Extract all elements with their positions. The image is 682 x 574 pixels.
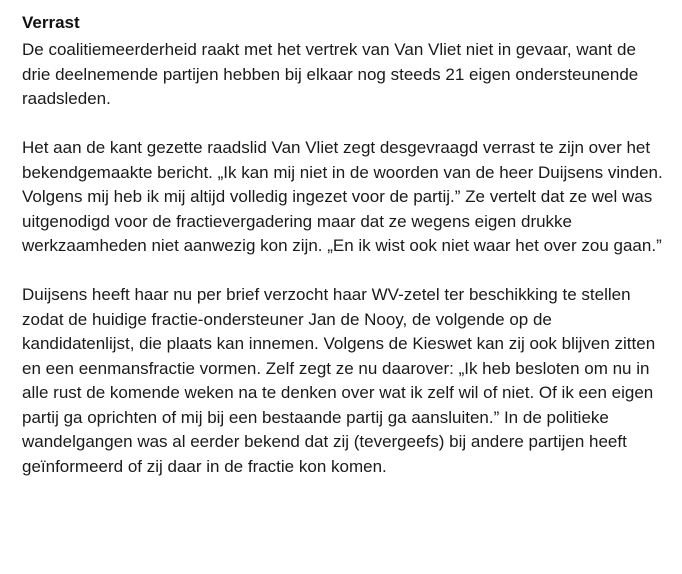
article-paragraph-1: De coalitiemeerderheid raakt met het vertrek van Van Vliet niet in gevaar, want de drie deelnemende partijen hebben bij elkaar nog steeds 21 eigen ondersteunende raadsleden. <box>22 40 639 108</box>
article-paragraph-2: Het aan de kant gezette raadslid Van Vliet zegt desgevraagd verrast te zijn over het bekendgemaakte bericht. „Ik kan mij niet in de woorden van de heer Duijsens vinden. Volgens mij heb ik mij altijd volledig ingezet voor de partij.” Ze vertelt dat ze wel was uitgenodigd voor de fractievergadering maar dat ze wegens eigen drukke werkzaamheden niet aanwezig kon zijn. „En ik wist ook niet waar het over zou gaan.” <box>22 138 663 255</box>
article-paragraph-3: Duijsens heeft haar nu per brief verzocht haar WV-zetel ter beschikking te stellen zodat de huidige fractie-ondersteuner Jan de Nooy, de volgende op de kandidatenlijst, die plaats kan innemen. Volgens de Kieswet kan zij ook blijven zitten en een eenmansfractie vormen. Zelf zegt ze nu daarover: „Ik heb besloten om nu in alle rust de komende weken na te denken over wat ik zelf wil of niet. Of ik een eigen partij ga oprichten of mij bij een bestaande partij ga aansluiten.” In de politieke wandelgangen was al eerder bekend dat zij (tevergeefs) bij andere partijen heeft geïnformeerd of zij daar in de fractie kon komen. <box>22 285 656 476</box>
section-heading: Verrast <box>22 13 80 32</box>
